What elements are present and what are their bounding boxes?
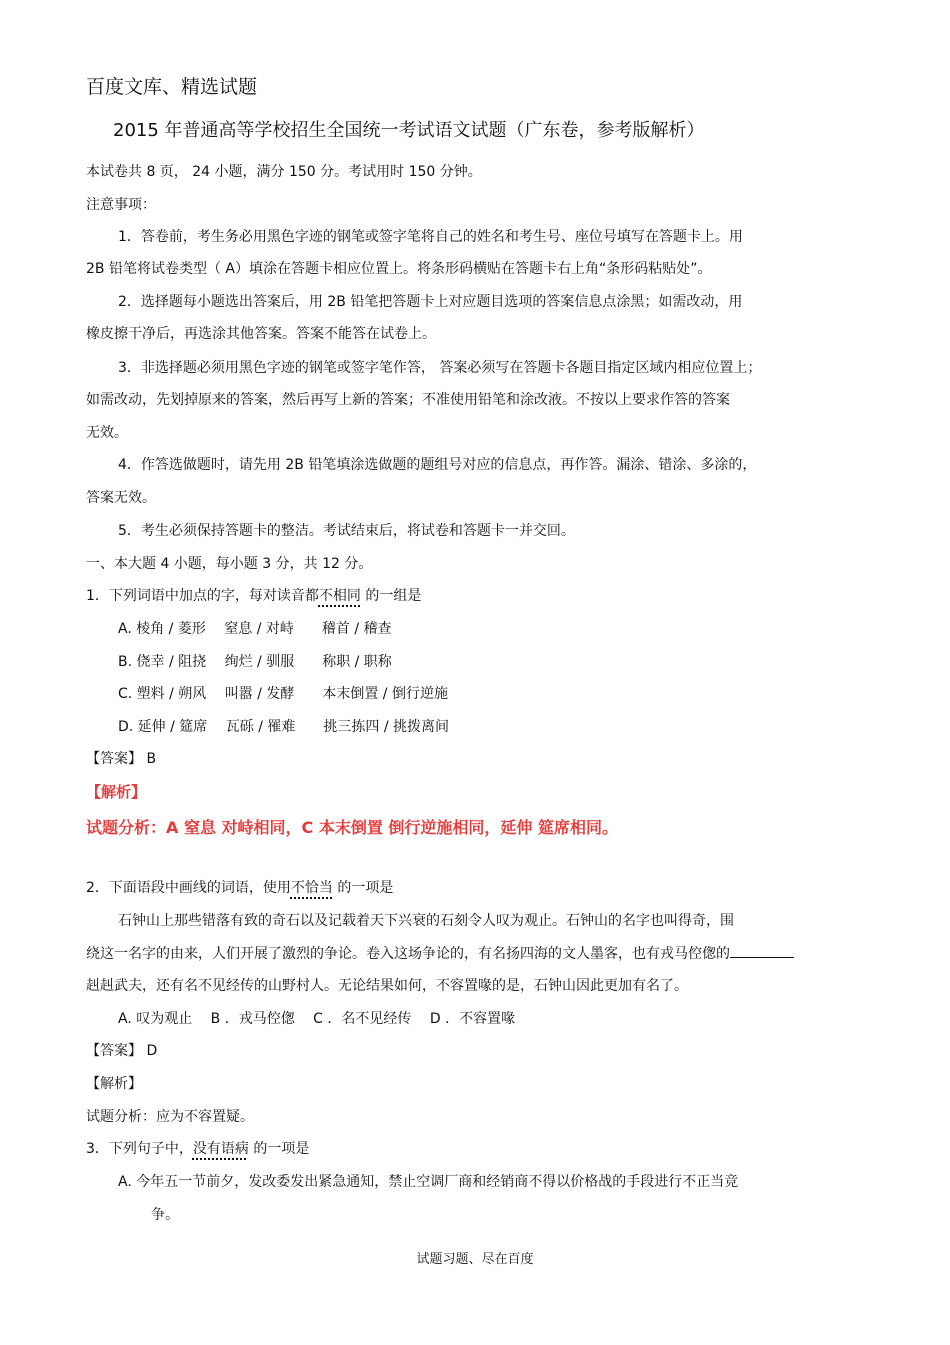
stem-text: 3．下列句子中， [86,1141,193,1157]
section-heading: 一、本大题 4 小题，每小题 3 分，共 12 分。 [86,556,373,572]
options-line: A. 叹为观止 B ．戎马倥偬 C ．名不见经传 D ．不容置喙 [118,1011,516,1027]
question-3-stem [86,1138,309,1158]
note-line: 5．考生必须保持答题卡的整洁。考试结束后，将试卷和答题卡一并交回。 [118,523,575,539]
passage-line: 赳赳武夫，还有名不见经传的山野村人。无论结果如何，不容置喙的是，石钟山因此更加有名了。 [86,978,688,994]
answer-1: 【答案】 B [86,751,157,767]
analysis-label-1: 【解析】 [86,783,147,801]
passage-text: 绕这一名字的由来，人们开展了激烈的争论。卷入这场争论的，有名扬四海的文人墨客，也有戎马倥偬的 [86,946,730,962]
stem-text: 的一组是 [360,588,422,604]
stem-emphasis: 没有语病 [192,1141,249,1157]
note-line: 如需改动，先划掉原来的答案，然后再写上新的答案；不准使用铅笔和涂改液。不按以上要求作答的答案 [86,392,730,408]
note-line: 3．非选择题必须用黑色字迹的钢笔或签字笔作答， 答案必须写在答题卡各题目指定区域内相应位置上； [118,360,762,376]
stem-emphasis: 不相同 [318,588,361,604]
analysis-2: 试题分析：应为不容置疑。 [86,1109,254,1125]
note-line: 橡皮擦干净后，再选涂其他答案。答案不能答在试卷上。 [86,326,436,342]
passage-line: 石钟山上那些错落有致的奇石以及记载着天下兴衰的石刻令人叹为观止。石钟山的名字也叫得奇，围 [118,913,734,929]
page-title: 2015 年普通高等学校招生全国统一考试语文试题（广东卷，参考版解析） [113,120,705,141]
intro-text: 本试卷共 8 页， 24 小题，满分 150 分。考试用时 150 分钟。 [86,164,482,180]
note-line: 答案无效。 [86,490,156,506]
stem-text: 的一项是 [248,1141,310,1157]
note-line: 2．选择题每小题选出答案后，用 2B 铅笔把答题卡上对应题目选项的答案信息点涂黑；如需改动，用 [118,294,743,310]
option-b: B. 侥幸 / 阻挠 绚烂 / 驯服 称职 / 职称 [118,654,392,670]
passage-line [86,943,794,963]
option-a-cont: 争。 [151,1207,179,1223]
stem-text: 1．下列词语中加点的字，每对读音都 [86,588,319,604]
stem-text: 2．下面语段中画线的词语，使用 [86,880,291,896]
stem-text: 的一项是 [332,880,394,896]
note-line: 2B 铅笔将试卷类型（ A）填涂在答题卡相应位置上。将条形码横贴在答题卡右上角“条形码粘贴处”。 [86,261,712,277]
question-1-stem [86,585,421,605]
notes-heading: 注意事项： [86,197,156,213]
option-a: A. 棱角 / 菱形 窒息 / 对峙 稽首 / 稽查 [118,621,392,637]
note-line: 4．作答选做题时，请先用 2B 铅笔填涂选做题的题组号对应的信息点，再作答。漏涂、错涂、多涂的， [118,457,757,473]
answer-2: 【答案】 D [86,1043,158,1059]
option-c: C. 塑料 / 朔风 叫嚣 / 发酵 本末倒置 / 倒行逆施 [118,686,448,702]
analysis-1: 试题分析：A 窒息 对峙相同，C 本末倒置 倒行逆施相同，延伸 筵席相同。 [86,818,618,837]
footer-text: 试题习题、尽在百度 [416,1252,534,1267]
note-line: 1．答卷前，考生务必用黑色字迹的钢笔或签字笔将自己的姓名和考生号、座位号填写在答题卡上。用 [118,229,743,245]
question-2-stem [86,877,393,897]
stem-emphasis: 不恰当 [290,880,333,896]
analysis-label-2: 【解析】 [86,1076,142,1092]
blank-underline [730,943,794,958]
header-text: 百度文库、精选试题 [86,76,258,98]
option-a: A. 今年五一节前夕，发改委发出紧急通知，禁止空调厂商和经销商不得以价格战的手段进行不正当竞 [118,1174,739,1190]
note-line: 无效。 [86,425,128,441]
option-d: D. 延伸 / 筵席 瓦砾 / 罹难 挑三拣四 / 挑拨离间 [118,719,449,735]
